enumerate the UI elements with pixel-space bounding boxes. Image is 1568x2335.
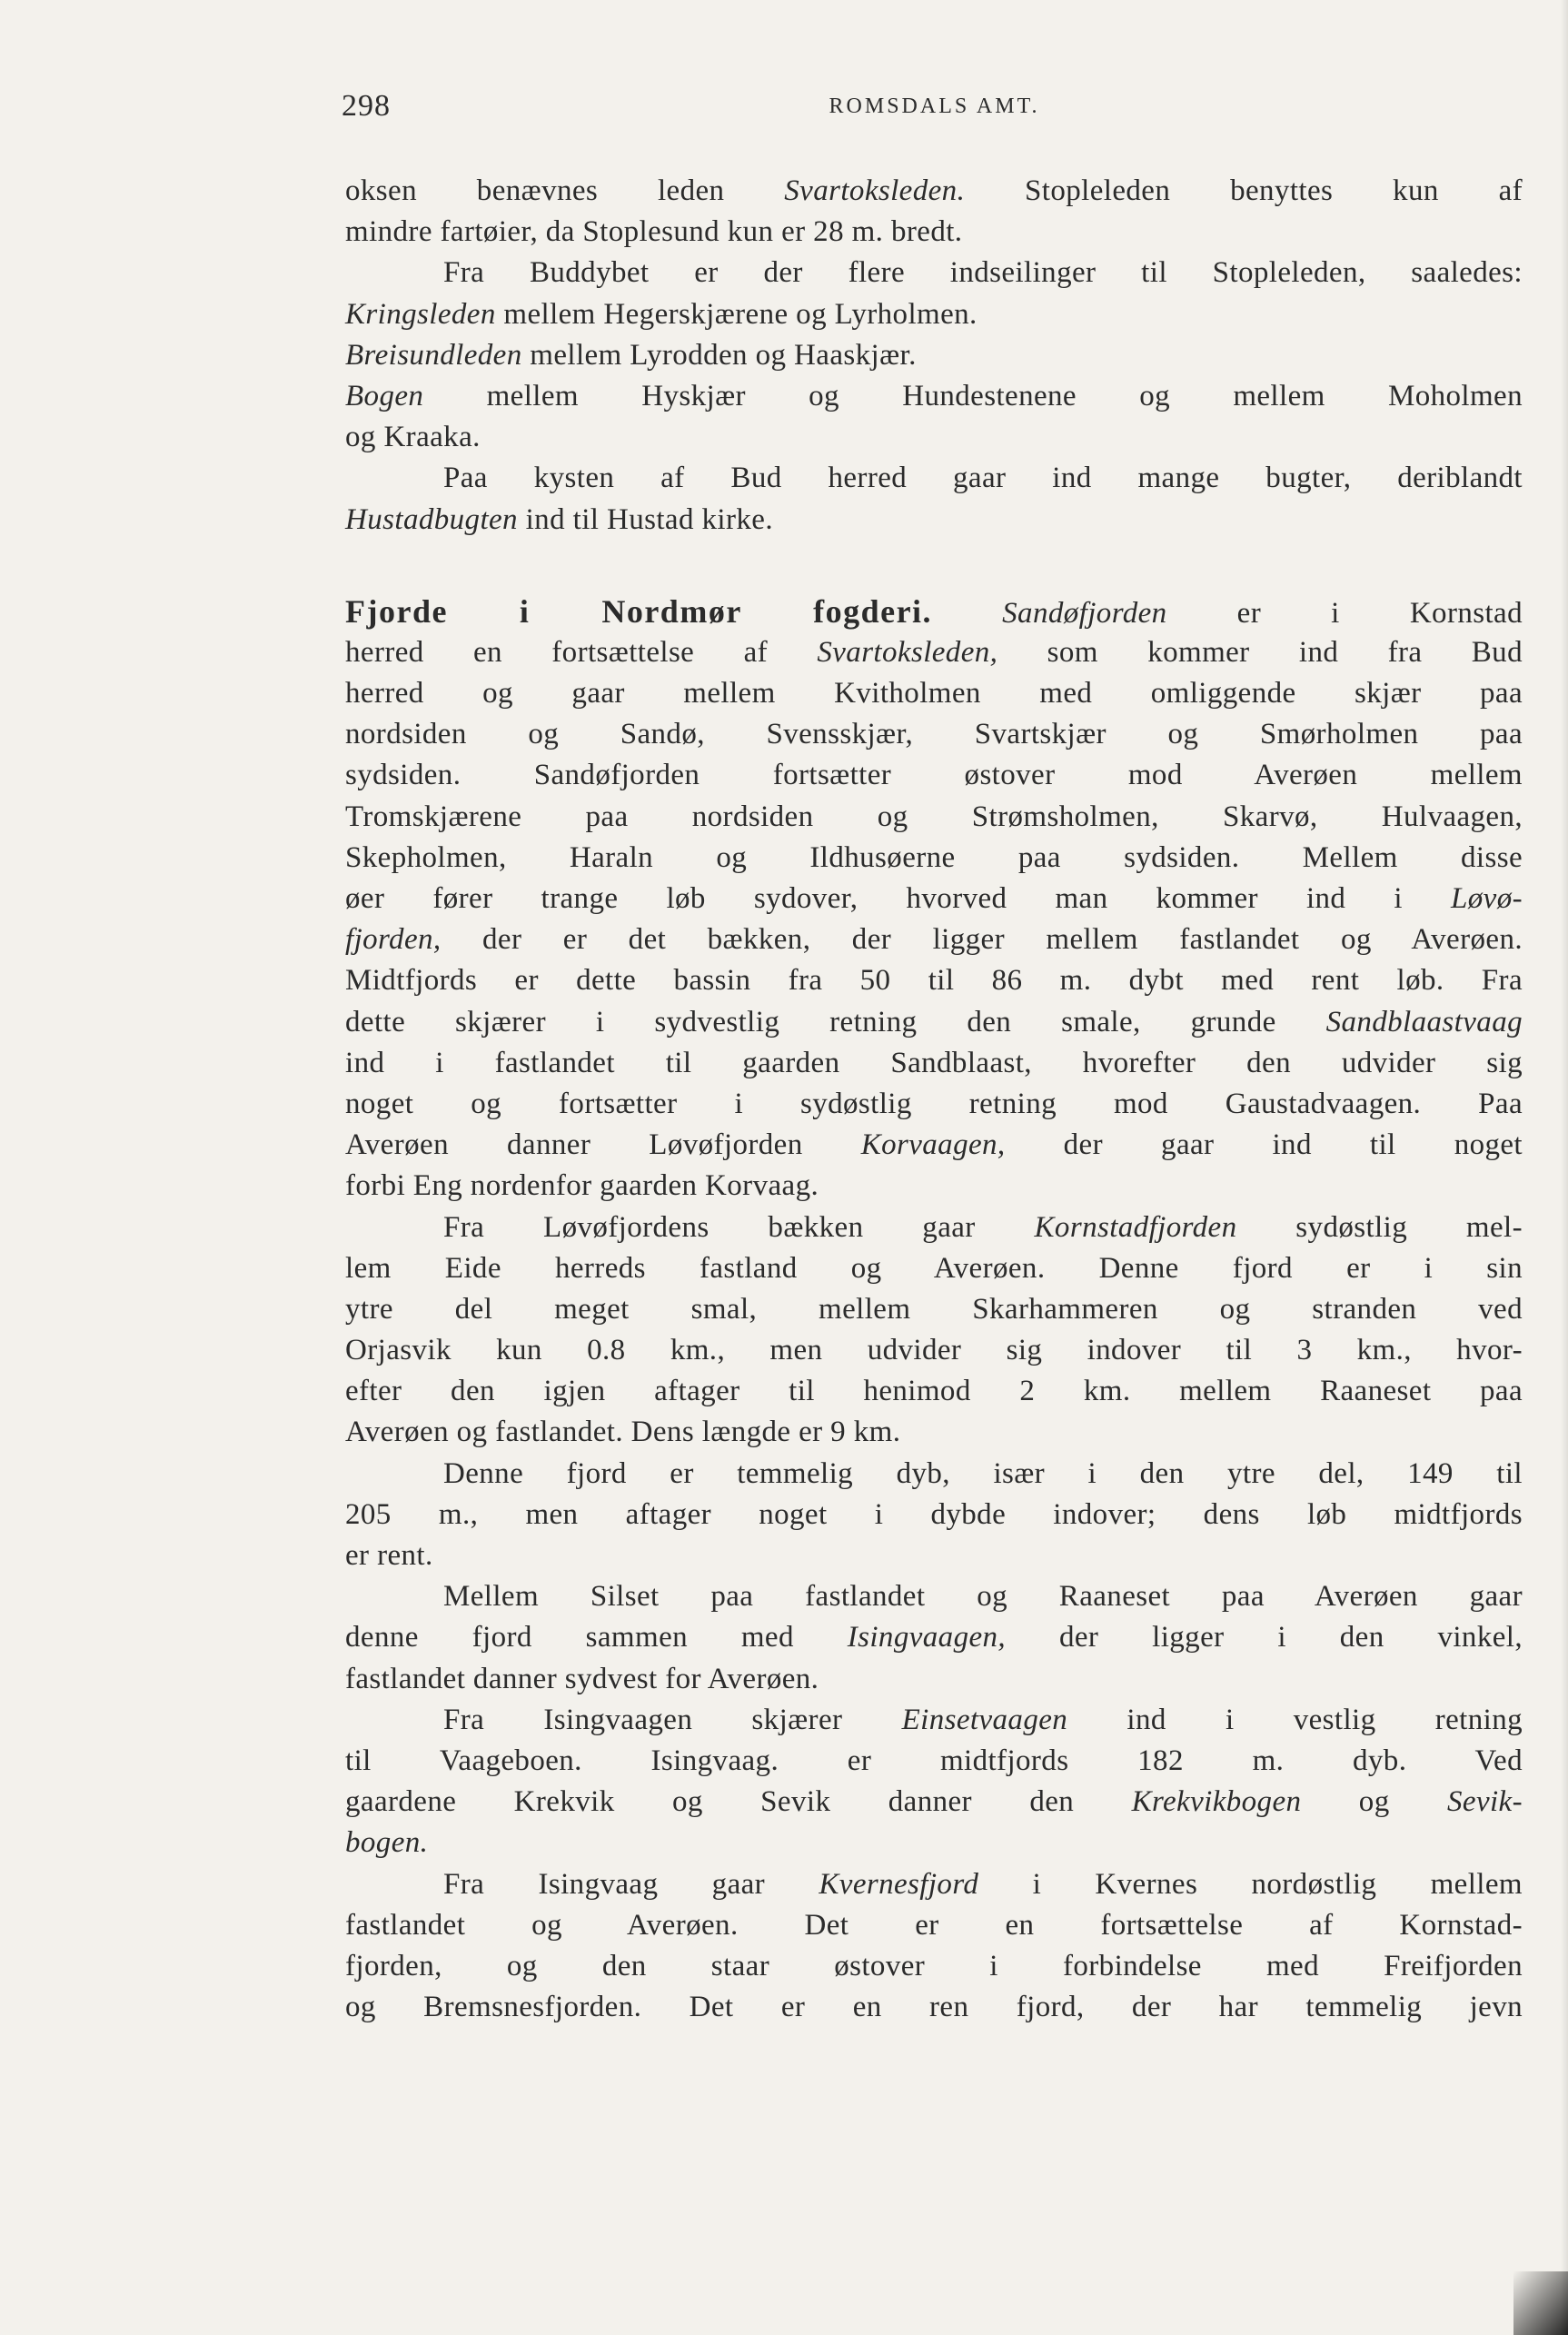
text-run: 205 m., men aftager noget i dybde indover; dens løb midtfjords — [345, 1497, 1523, 1531]
text-line — [345, 960, 1523, 1001]
text-run: mellem Lyrodden og Haaskjær. — [521, 338, 917, 372]
page-header — [342, 89, 1527, 134]
text-run: denne fjord sammen med — [345, 1621, 848, 1654]
text-line — [345, 714, 1523, 755]
italic-place-name: Kringsleden — [345, 297, 496, 331]
text-run: Fra Løvøfjordens bækken gaar — [443, 1210, 1035, 1244]
text-run: Fra Isingvaagen skjærer — [443, 1703, 902, 1736]
text-line — [345, 1412, 1523, 1453]
text-run: sydøstlig mel- — [1236, 1210, 1523, 1244]
italic-place-name: Isingvaagen, — [847, 1621, 1007, 1654]
italic-place-name: Hustadbugten — [345, 502, 518, 536]
text-line — [345, 1371, 1523, 1412]
running-head: ROMSDALS AMT. — [829, 94, 1040, 118]
text-line — [345, 1576, 1523, 1617]
scan-edge — [1561, 0, 1568, 2335]
text-run: er i Kornstad — [1166, 596, 1523, 630]
text-run: Averøen og fastlandet. Dens længde er 9 km. — [345, 1416, 901, 1449]
italic-place-name: Sandøfjorden — [1002, 596, 1167, 630]
text-run: fastlandet danner sydvest for Averøen. — [345, 1662, 819, 1695]
text-line — [345, 1084, 1523, 1125]
text-run: Stopleleden benyttes kun af — [965, 174, 1523, 207]
italic-place-name: Svartoksleden. — [784, 174, 966, 207]
text-run — [932, 597, 1002, 630]
body-text — [345, 171, 1523, 2028]
italic-place-name: Bogen — [345, 379, 424, 412]
section-gap — [345, 541, 1523, 591]
italic-place-name: bogen. — [345, 1826, 429, 1860]
text-line — [345, 1823, 1523, 1863]
text-run: Skepholmen, Haraln og Ildhusøerne paa sydsiden. Mellem disse — [345, 840, 1523, 874]
text-run: herred en fortsættelse af — [345, 635, 818, 669]
text-run: og Bremsnesfjorden. Det er en ren fjord, der har temmelig jevn — [345, 1991, 1523, 2024]
text-run: efter den igjen aftager til henimod 2 km. mellem Raaneset paa — [345, 1375, 1523, 1408]
italic-place-name: Løvø- — [1451, 882, 1523, 915]
text-line — [345, 1782, 1523, 1823]
text-run: fjorden, og den staar østover i forbindelse med Freifjorden — [345, 1949, 1523, 1982]
text-line — [345, 755, 1523, 796]
text-run: til Vaageboen. Isingvaag. er midtfjords 182 m. dyb. Ved — [345, 1744, 1523, 1777]
italic-place-name: fjorden, — [345, 923, 442, 957]
text-run: lem Eide herreds fastland og Averøen. Denne fjord er i sin — [345, 1251, 1523, 1285]
text-line — [345, 919, 1523, 960]
text-line — [345, 458, 1523, 499]
text-run: Paa kysten af Bud herred gaar ind mange bugter, deriblandt — [443, 462, 1523, 495]
text-run: og Kraaka. — [345, 421, 481, 454]
text-run: Orjasvik kun 0.8 km., men udvider sig indover til 3 km., hvor- — [345, 1334, 1523, 1367]
text-line — [345, 1248, 1523, 1289]
italic-place-name: Korvaagen, — [860, 1128, 1006, 1162]
text-line — [345, 1905, 1523, 1946]
text-line — [345, 1741, 1523, 1782]
text-line — [345, 1659, 1523, 1700]
text-line — [345, 253, 1523, 293]
text-line — [345, 1535, 1523, 1576]
text-run: oksen benævnes leden — [345, 174, 785, 207]
text-line — [345, 1330, 1523, 1371]
text-line — [345, 171, 1523, 212]
text-run: mindre fartøier, da Stoplesund kun er 28 m. bredt. — [345, 215, 963, 249]
text-line — [345, 879, 1523, 919]
text-run: Mellem Silset paa fastlandet og Raaneset paa Averøen gaar — [443, 1580, 1523, 1614]
text-line — [345, 1495, 1523, 1535]
italic-place-name: Kvernesfjord — [819, 1867, 979, 1901]
text-line — [345, 335, 1523, 376]
text-line — [345, 673, 1523, 714]
section-heading: Fjorde i Nordmør fogderi. — [345, 592, 933, 630]
text-run: der er det bækken, der ligger mellem fastlandet og Averøen. — [441, 923, 1523, 957]
text-line — [345, 1987, 1523, 2028]
text-run: gaardene Krekvik og Sevik danner den — [345, 1785, 1132, 1819]
text-run: ytre del meget smal, mellem Skarhammeren og stranden ved — [345, 1292, 1523, 1326]
text-line — [345, 797, 1523, 838]
italic-place-name: Krekvikbogen — [1131, 1785, 1302, 1819]
scan-shadow — [1513, 2271, 1568, 2335]
page-number: 298 — [342, 89, 391, 123]
text-run: herred og gaar mellem Kvitholmen med omliggende skjær paa — [345, 677, 1523, 710]
text-line — [345, 1617, 1523, 1658]
text-line — [345, 1125, 1523, 1166]
text-line — [345, 838, 1523, 879]
text-run: der gaar ind til noget — [1005, 1128, 1523, 1162]
text-run: øer fører trange løb sydover, hvorved man kommer ind i — [345, 882, 1451, 915]
text-line — [345, 294, 1523, 335]
text-run: ind i vestlig retning — [1067, 1703, 1523, 1736]
text-run: Averøen danner Løvøfjorden — [345, 1128, 861, 1162]
italic-place-name: Kornstadfjorden — [1034, 1210, 1237, 1244]
text-run: er rent. — [345, 1539, 433, 1572]
text-line — [345, 632, 1523, 673]
text-run: som kommer ind fra Bud — [997, 635, 1523, 669]
text-run: ind i fastlandet til gaarden Sandblaast, hvorefter den udvider sig — [345, 1046, 1523, 1079]
italic-place-name: Sevik- — [1447, 1785, 1523, 1819]
text-line — [345, 1700, 1523, 1741]
text-run: Fra Buddybet er der flere indseilinger til Stopleleden, saaledes: — [443, 256, 1523, 290]
text-line — [345, 1043, 1523, 1084]
text-run: mellem Hegerskjærene og Lyrholmen. — [495, 297, 978, 331]
italic-place-name: Sandblaastvaag — [1325, 1005, 1523, 1038]
text-run: og — [1301, 1785, 1447, 1819]
text-run: Fra Isingvaag gaar — [443, 1867, 819, 1901]
text-line — [345, 417, 1523, 458]
text-line — [345, 1454, 1523, 1495]
text-line — [345, 376, 1523, 417]
text-line — [345, 1002, 1523, 1043]
text-run: fastlandet og Averøen. Det er en fortsættelse af Kornstad- — [345, 1908, 1523, 1942]
text-run: ind til Hustad kirke. — [517, 502, 773, 536]
text-run: forbi Eng nordenfor gaarden Korvaag. — [345, 1169, 819, 1203]
text-run: dette skjærer i sydvestlig retning den smale, grunde — [345, 1005, 1326, 1038]
text-run: der ligger i den vinkel, — [1006, 1621, 1523, 1654]
text-line — [345, 591, 1523, 632]
text-run: Denne fjord er temmelig dyb, især i den ytre del, 149 til — [443, 1456, 1523, 1490]
text-run: mellem Hyskjær og Hundestenene og mellem Moholmen — [423, 379, 1523, 412]
italic-place-name: Einsetvaagen — [901, 1703, 1068, 1736]
text-line — [345, 1289, 1523, 1330]
italic-place-name: Breisundleden — [345, 338, 522, 372]
text-run: noget og fortsætter i sydøstlig retning mod Gaustadvaagen. Paa — [345, 1087, 1523, 1120]
text-run: Midtfjords er dette bassin fra 50 til 86 m. dybt med rent løb. Fra — [345, 964, 1523, 998]
text-line — [345, 500, 1523, 541]
text-run: Tromskjærene paa nordsiden og Strømsholmen, Skarvø, Hulvaagen, — [345, 800, 1523, 833]
text-run: nordsiden og Sandø, Svensskjær, Svartskjær og Smørholmen paa — [345, 718, 1523, 751]
text-line — [345, 1166, 1523, 1207]
text-line — [345, 1946, 1523, 1987]
text-line — [345, 1207, 1523, 1248]
text-line — [345, 1864, 1523, 1905]
italic-place-name: Svartoksleden, — [817, 635, 998, 669]
text-run: i Kvernes nordøstlig mellem — [978, 1867, 1523, 1901]
text-run: sydsiden. Sandøfjorden fortsætter østover mod Averøen mellem — [345, 759, 1523, 792]
text-line — [345, 212, 1523, 253]
